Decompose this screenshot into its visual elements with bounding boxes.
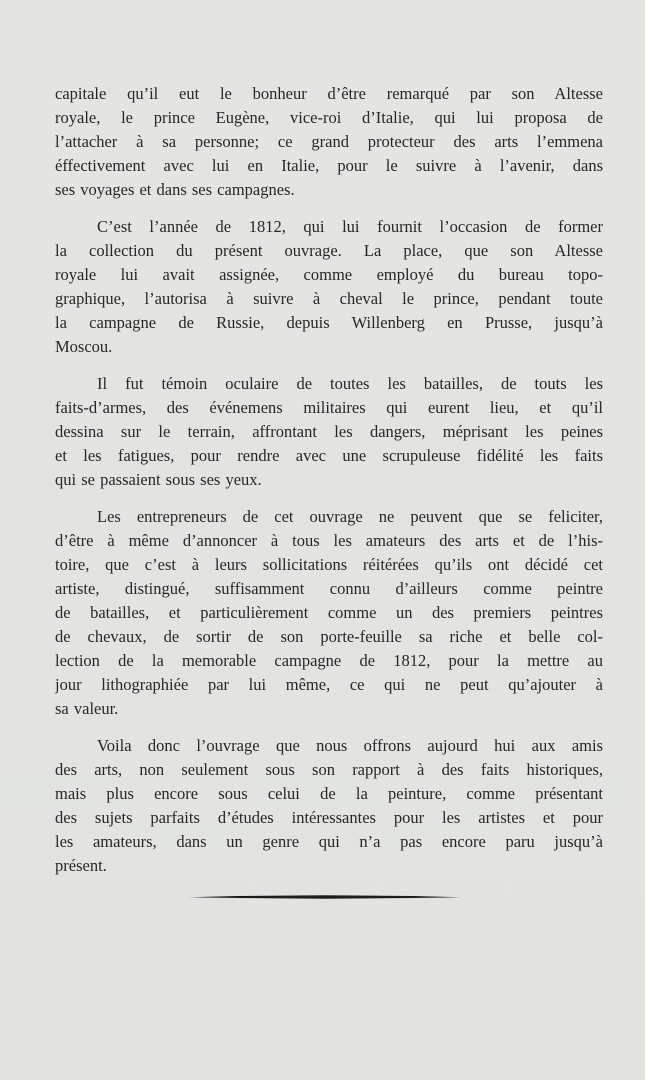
text-line: et les fatigues, pour rendre avec une scrupuleuse fidélité les faits xyxy=(55,446,603,465)
text-line: royale lui avait assignée, comme employé du bureau topo- xyxy=(55,265,603,284)
tapered-rule-icon xyxy=(189,892,461,902)
text-line: ses voyages et dans ses campagnes. xyxy=(55,180,295,199)
text-line: Voila donc l’ouvrage que nous offrons aujourd hui aux amis xyxy=(97,736,603,755)
text-line: dessina sur le terrain, affrontant les dangers, méprisant les peines xyxy=(55,422,603,441)
text-line: jour lithographiée par lui même, ce qui ne peut qu’ajouter à xyxy=(55,675,603,694)
text-line: des arts, non seulement sous son rapport à des faits historiques, xyxy=(55,760,603,779)
text-line: Moscou. xyxy=(55,337,113,356)
text-line: d’être à même d’annoncer à tous les amateurs des arts et de l’his- xyxy=(55,531,603,550)
text-line: de chevaux, de sortir de son porte-feuille sa riche et belle col- xyxy=(55,627,603,646)
text-line: sa valeur. xyxy=(55,699,119,718)
paragraph xyxy=(55,82,603,202)
text-line: mais plus encore sous celui de la peinture, comme présentant xyxy=(55,784,603,803)
text-line: éffectivement avec lui en Italie, pour le suivre à l’avenir, dans xyxy=(55,156,603,175)
text-line: la campagne de Russie, depuis Willenberg en Prusse, jusqu’à xyxy=(55,313,603,332)
text-line: présent. xyxy=(55,856,107,875)
paragraph xyxy=(55,734,603,878)
text-line: graphique, l’autorisa à suivre à cheval le prince, pendant toute xyxy=(55,289,603,308)
end-of-text-divider xyxy=(189,892,461,902)
text-line: de batailles, et particulièrement comme un des premiers peintres xyxy=(55,603,603,622)
paragraph xyxy=(55,372,603,492)
text-line: faits-d’armes, des événemens militaires qui eurent lieu, et qu’il xyxy=(55,398,603,417)
page-text xyxy=(55,82,603,878)
text-line: artiste, distingué, suffisamment connu d’ailleurs comme peintre xyxy=(55,579,603,598)
paragraph xyxy=(55,215,603,359)
text-line: Il fut témoin oculaire de toutes les batailles, de touts les xyxy=(97,374,603,393)
text-line: qui se passaient sous ses yeux. xyxy=(55,470,262,489)
text-line: capitale qu’il eut le bonheur d’être remarqué par son Altesse xyxy=(55,84,603,103)
text-line: des sujets parfaits d’études intéressantes pour les artistes et pour xyxy=(55,808,603,827)
text-line: la collection du présent ouvrage. La place, que son Altesse xyxy=(55,241,603,260)
text-line: les amateurs, dans un genre qui n’a pas encore paru jusqu’à xyxy=(55,832,603,851)
text-line: royale, le prince Eugène, vice-roi d’Italie, qui lui proposa de xyxy=(55,108,603,127)
text-line: Les entrepreneurs de cet ouvrage ne peuvent que se feliciter, xyxy=(97,507,603,526)
text-line: lection de la memorable campagne de 1812, pour la mettre au xyxy=(55,651,603,670)
paragraph xyxy=(55,505,603,721)
text-line: l’attacher à sa personne; ce grand protecteur des arts l’emmena xyxy=(55,132,603,151)
text-line: C’est l’année de 1812, qui lui fournit l’occasion de former xyxy=(97,217,603,236)
text-line: toire, que c’est à leurs sollicitations réitérées qu’ils ont décidé cet xyxy=(55,555,603,574)
